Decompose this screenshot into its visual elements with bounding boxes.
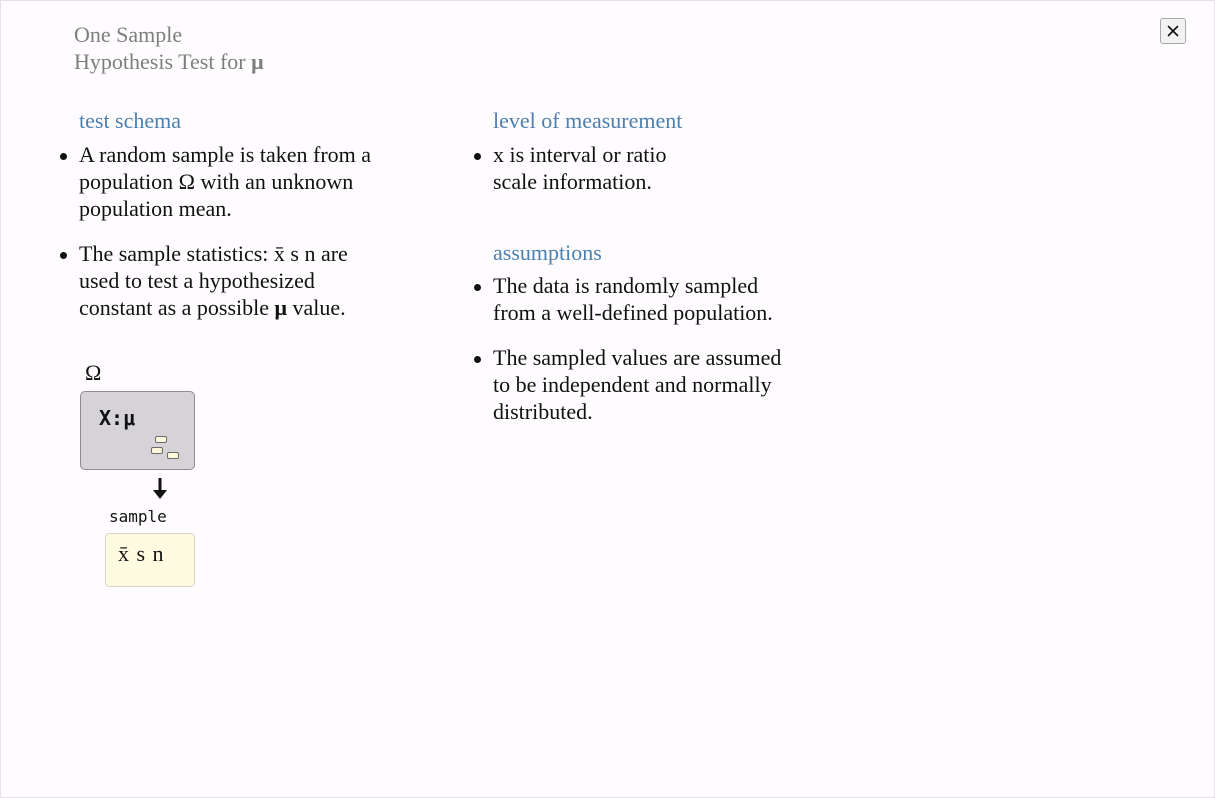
mu-symbol: μ (274, 295, 288, 320)
test-schema-list (79, 141, 379, 321)
test-schema-heading: test schema (79, 108, 182, 133)
sample-statistics: x̄ s n (118, 541, 165, 566)
close-icon (1167, 25, 1179, 37)
title-line-2: Hypothesis Test for (74, 49, 252, 74)
level-of-measurement-item: x is interval or ratio scale information. (493, 141, 693, 195)
population-box (80, 391, 195, 470)
down-arrow-icon (151, 477, 169, 501)
dialog-title (74, 21, 264, 75)
title-line-1: One Sample (74, 22, 183, 47)
population-omega-label: Ω (85, 360, 102, 385)
test-schema-item: A random sample is taken from a population Ω with an unknown population mean. (79, 141, 379, 222)
assumptions-list (493, 272, 783, 425)
level-of-measurement-list (493, 141, 693, 195)
population-mu: μ (123, 406, 136, 430)
test-schema-item: The sample statistics: x̄ s n are used to test a hypothesized constant as a possible μ value. (79, 240, 379, 321)
title-mu-symbol: μ (251, 49, 264, 74)
level-of-measurement-heading: level of measurement (493, 108, 683, 133)
sample-label: sample (109, 507, 167, 526)
assumptions-item: The sampled values are assumed to be independent and normally distributed. (493, 345, 782, 424)
close-button[interactable] (1160, 18, 1186, 44)
assumptions-heading: assumptions (493, 240, 602, 265)
assumptions-item: The data is randomly sampled from a well-defined population. (493, 272, 783, 326)
sample-box (105, 533, 195, 587)
population-variable: X:μ (99, 406, 136, 430)
